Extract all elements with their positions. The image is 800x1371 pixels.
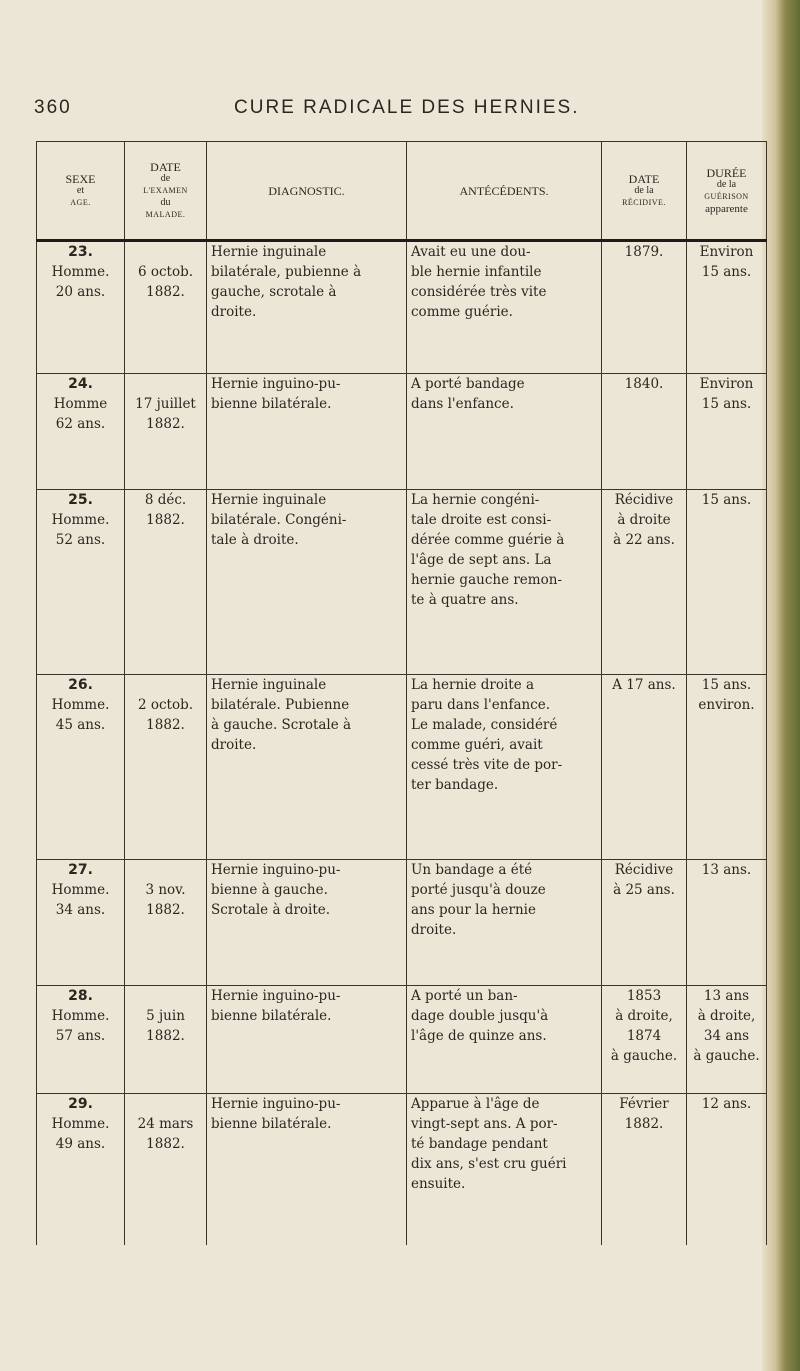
cell-diagnostic: Hernie inguinale bilatérale, pubienne à gauche, scrotale à droite. <box>207 241 407 374</box>
cell-date: 17 juillet 1882. <box>125 374 207 490</box>
cell-date: 5 juin 1882. <box>125 986 207 1094</box>
cell-duree: Environ 15 ans. <box>687 374 767 490</box>
cell-sexe: 28. Homme. 57 ans. <box>37 986 125 1094</box>
cell-date: 24 mars 1882. <box>125 1094 207 1245</box>
cell-antecedents: Apparue à l'âge de vingt-sept ans. A por- té bandage pendant dix ans, s'est cru guéri ensuite. <box>407 1094 602 1245</box>
cell-sexe: 29. Homme. 49 ans. <box>37 1094 125 1245</box>
cell-antecedents: La hernie congéni- tale droite est consi- dérée comme guérie à l'âge de sept ans. La hernie gauche remon- te à quatre ans. <box>407 490 602 675</box>
cell-duree: 15 ans. <box>687 490 767 675</box>
cell-date: 3 nov. 1882. <box>125 860 207 986</box>
cell-diagnostic: Hernie inguinale bilatérale. Congéni- tale à droite. <box>207 490 407 675</box>
cell-recidive: A 17 ans. <box>602 675 687 860</box>
cell-diagnostic: Hernie inguinale bilatérale. Pubienne à gauche. Scrotale à droite. <box>207 675 407 860</box>
header-duree: DURÉE de la GUÉRISON apparente <box>687 142 767 241</box>
cell-sexe: 25. Homme. 52 ans. <box>37 490 125 675</box>
cell-diagnostic: Hernie inguino-pu- bienne bilatérale. <box>207 374 407 490</box>
cell-antecedents: La hernie droite a paru dans l'enfance. Le malade, considéré comme guéri, avait cessé très vite de por- ter bandage. <box>407 675 602 860</box>
table-row <box>37 675 767 860</box>
cell-antecedents: A porté un ban- dage double jusqu'à l'âge de quinze ans. <box>407 986 602 1094</box>
table-row <box>37 241 767 374</box>
cell-recidive: Récidive à 25 ans. <box>602 860 687 986</box>
cell-date: 6 octob. 1882. <box>125 241 207 374</box>
header-diagnostic: DIAGNOSTIC. <box>207 142 407 241</box>
cell-diagnostic: Hernie inguino-pu- bienne bilatérale. <box>207 986 407 1094</box>
cell-sexe: 26. Homme. 45 ans. <box>37 675 125 860</box>
cell-recidive: 1840. <box>602 374 687 490</box>
cell-duree: Environ 15 ans. <box>687 241 767 374</box>
cell-sexe: 27. Homme. 34 ans. <box>37 860 125 986</box>
cell-recidive: 1853 à droite, 1874 à gauche. <box>602 986 687 1094</box>
table-row <box>37 860 767 986</box>
cell-antecedents: Un bandage a été porté jusqu'à douze ans pour la hernie droite. <box>407 860 602 986</box>
header-date-examen: DATE de L'EXAMEN du MALADE. <box>125 142 207 241</box>
cell-sexe: 23. Homme. 20 ans. <box>37 241 125 374</box>
cell-antecedents: A porté bandage dans l'enfance. <box>407 374 602 490</box>
cases-table <box>36 141 767 1245</box>
table-header-row <box>37 142 767 241</box>
cell-recidive: Récidive à droite à 22 ans. <box>602 490 687 675</box>
cell-date: 8 déc. 1882. <box>125 490 207 675</box>
table-row <box>37 374 767 490</box>
page-header <box>34 97 734 127</box>
header-antecedents: ANTÉCÉDENTS. <box>407 142 602 241</box>
header-sexe: SEXE et AGE. <box>37 142 125 241</box>
table-row <box>37 986 767 1094</box>
page-number: 360 <box>34 97 72 118</box>
cell-recidive: Février 1882. <box>602 1094 687 1245</box>
cell-duree: 13 ans à droite, 34 ans à gauche. <box>687 986 767 1094</box>
cell-date: 2 octob. 1882. <box>125 675 207 860</box>
cell-antecedents: Avait eu une dou- ble hernie infantile considérée très vite comme guérie. <box>407 241 602 374</box>
table-row <box>37 1094 767 1245</box>
cell-duree: 15 ans. environ. <box>687 675 767 860</box>
cell-duree: 12 ans. <box>687 1094 767 1245</box>
cell-diagnostic: Hernie inguino-pu- bienne à gauche. Scrotale à droite. <box>207 860 407 986</box>
table-row <box>37 490 767 675</box>
cell-recidive: 1879. <box>602 241 687 374</box>
cell-sexe: 24. Homme 62 ans. <box>37 374 125 490</box>
running-head: CURE RADICALE DES HERNIES. <box>234 97 580 118</box>
header-date-recidive: DATE de la RÉCIDIVE. <box>602 142 687 241</box>
cell-diagnostic: Hernie inguino-pu- bienne bilatérale. <box>207 1094 407 1245</box>
cell-duree: 13 ans. <box>687 860 767 986</box>
page-edge <box>762 0 800 1371</box>
